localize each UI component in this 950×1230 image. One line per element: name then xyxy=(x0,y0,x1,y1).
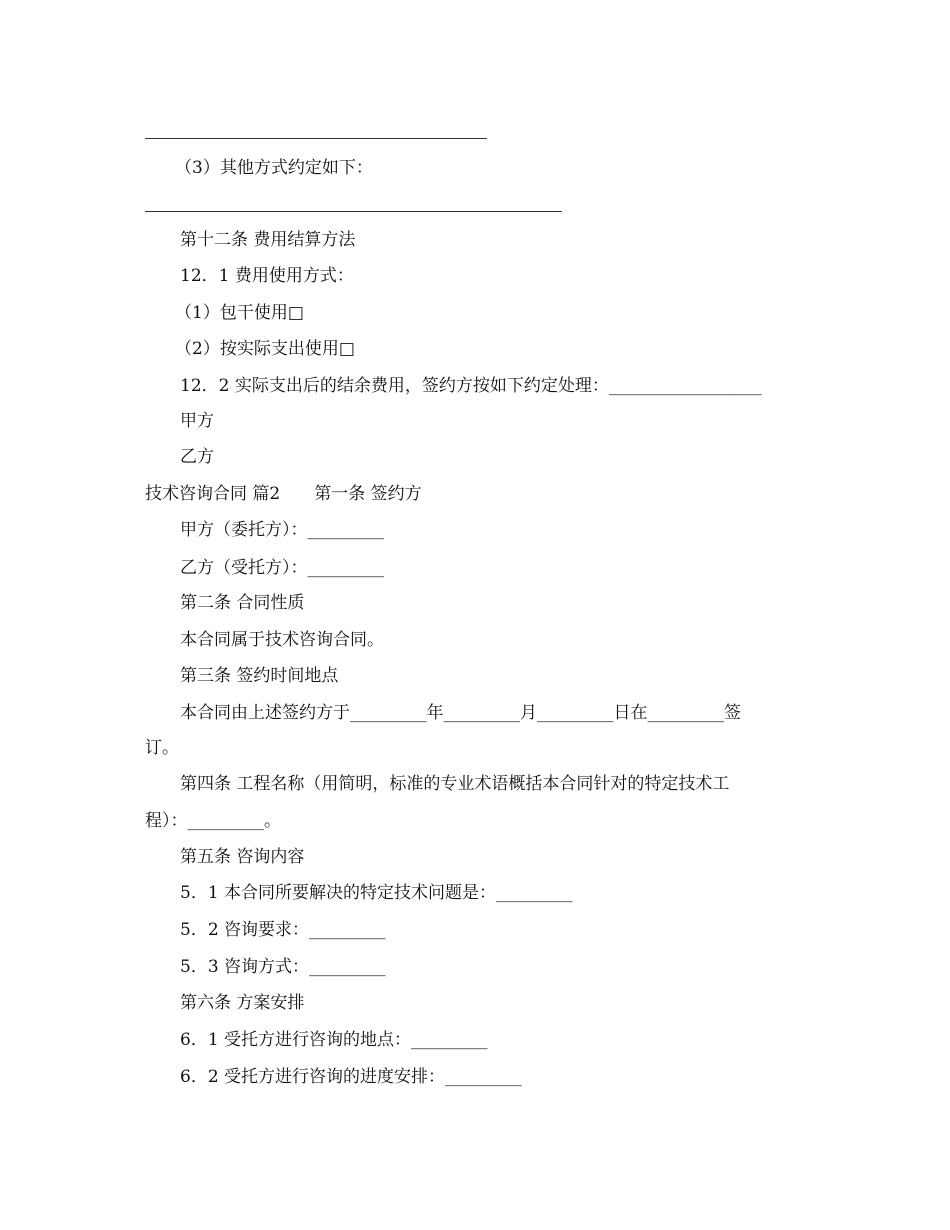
paragraph: 12．1 费用使用方式： xyxy=(180,266,354,286)
blank-rule xyxy=(145,211,562,212)
section-heading: 第二条 合同性质 xyxy=(180,593,305,613)
paragraph: 甲方（委托方）：_________ xyxy=(180,520,384,540)
section-heading: 第四条 工程名称（用简明，标准的专业术语概括本合同针对的特定技术工 xyxy=(180,774,730,794)
paragraph: 12．2 实际支出后的结余费用，签约方按如下约定处理：__________________ xyxy=(180,376,762,396)
section-heading: 第六条 方案安排 xyxy=(180,993,305,1013)
blank-rule xyxy=(145,138,487,139)
checkbox-option: （1）包干使用□ xyxy=(175,303,304,323)
paragraph: 本合同由上述签约方于_________年_________月_________日在_________签 xyxy=(180,703,741,723)
signature-party-a: 甲方 xyxy=(180,411,214,431)
paragraph: 5．2 咨询要求：_________ xyxy=(180,920,386,940)
section-heading: 第三条 签约时间地点 xyxy=(180,666,339,686)
paragraph: 5．1 本合同所要解决的特定技术问题是：_________ xyxy=(180,883,573,903)
paragraph: 程）：_________。 xyxy=(145,811,281,831)
section-heading: 第五条 咨询内容 xyxy=(180,847,305,867)
section-heading: 第十二条 费用结算方法 xyxy=(180,230,356,250)
paragraph: 5．3 咨询方式：_________ xyxy=(180,957,386,977)
document-title: 技术咨询合同 篇2 第一条 签约方 xyxy=(145,484,422,504)
checkbox-option: （2）按实际支出使用□ xyxy=(175,339,355,359)
paragraph: 乙方（受托方）：_________ xyxy=(180,558,384,578)
paragraph: 6．1 受托方进行咨询的地点：_________ xyxy=(180,1030,488,1050)
paragraph: 订。 xyxy=(145,738,179,758)
paragraph: （3）其他方式约定如下： xyxy=(175,158,373,178)
paragraph: 6．2 受托方进行咨询的进度安排：_________ xyxy=(180,1067,522,1087)
paragraph: 本合同属于技术咨询合同。 xyxy=(180,630,384,650)
signature-party-b: 乙方 xyxy=(180,447,214,467)
